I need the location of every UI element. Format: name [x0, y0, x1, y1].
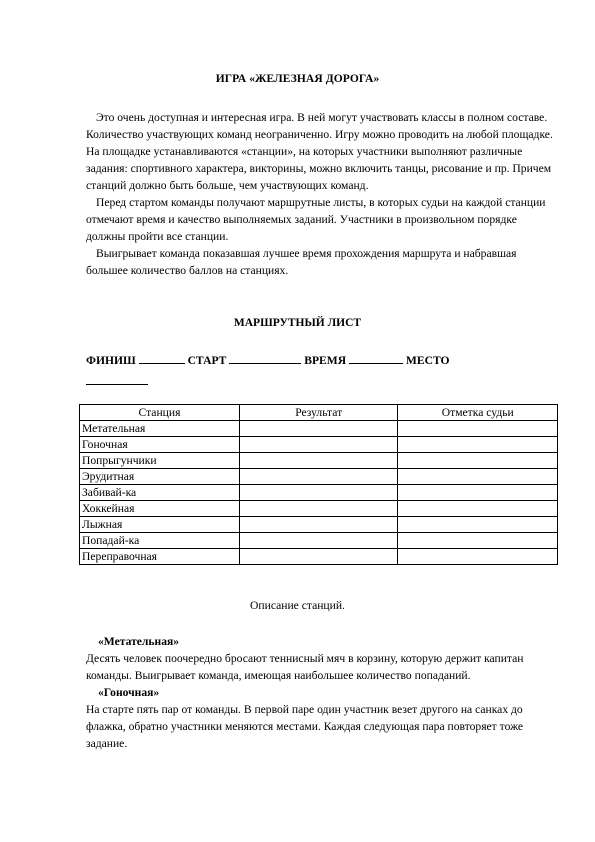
- judge-mark-cell: [398, 533, 558, 549]
- table-row: [80, 517, 558, 533]
- column-header-result: Результат: [239, 405, 398, 421]
- table-row: [80, 469, 558, 485]
- descriptions-title: Описание станций.: [250, 599, 345, 612]
- route-sheet-title: МАРШРУТНЫЙ ЛИСТ: [233, 317, 362, 329]
- table-row: [80, 485, 558, 501]
- table-row: [80, 501, 558, 517]
- result-cell: [239, 533, 398, 549]
- table-row: [80, 533, 558, 549]
- station-cell: Эрудитная: [80, 469, 240, 485]
- station-cell: Хоккейная: [80, 501, 240, 517]
- result-cell: [239, 469, 398, 485]
- judge-mark-cell: [398, 485, 558, 501]
- station-cell: Гоночная: [80, 437, 240, 453]
- column-header-judge-mark: Отметка судьи: [398, 405, 558, 421]
- station-cell: Попрыгунчики: [80, 453, 240, 469]
- table-row: [80, 453, 558, 469]
- judge-mark-cell: [398, 421, 558, 437]
- column-header-station: Станция: [80, 405, 240, 421]
- start-blank: [229, 352, 301, 364]
- route-sheet-fields: [86, 352, 556, 390]
- intro-text: [86, 109, 556, 279]
- table-header-row: [80, 405, 558, 421]
- result-cell: [239, 549, 398, 565]
- intro-paragraph: Перед стартом команды получают маршрутные листы, в которых судьи на каждой станции отмечают время и качество выполняемых заданий. Участники в произвольном порядке должны пройти все станции.: [86, 196, 546, 243]
- result-cell: [239, 453, 398, 469]
- intro-paragraph: Это очень доступная и интересная игра. В ней могут участвовать классы в полном составе. Количество участвующих команд неограниченно. Игру можно проводить на любой площадке. На площадке устанавливаются «станции», на которых участники выполняют различные задания: спортивного характера, викторины, можно включить танцы, рисование и пр. Причем станций должно быть больше, чем участвующих команд.: [86, 111, 553, 192]
- time-blank: [349, 352, 403, 364]
- intro-paragraph: Выигрывает команда показавшая лучшее время прохождения маршрута и набравшая большее количество баллов на станциях.: [86, 247, 517, 277]
- judge-mark-cell: [398, 469, 558, 485]
- place-label: МЕСТО: [405, 354, 450, 367]
- finish-blank: [139, 352, 185, 364]
- station-cell: Метательная: [80, 421, 240, 437]
- result-cell: [239, 421, 398, 437]
- table-row: [80, 549, 558, 565]
- station-description: Десять человек поочередно бросают теннисный мяч в корзину, которую держит капитан команды. Выигрывает команда, имеющая наибольшее количество попаданий.: [86, 652, 524, 682]
- result-cell: [239, 517, 398, 533]
- station-descriptions: [86, 633, 556, 752]
- table-row: [80, 421, 558, 437]
- table-row: [80, 437, 558, 453]
- judge-mark-cell: [398, 517, 558, 533]
- station-cell: Забивай-ка: [80, 485, 240, 501]
- result-cell: [239, 437, 398, 453]
- route-sheet-table: [79, 404, 558, 565]
- station-cell: Попадай-ка: [80, 533, 240, 549]
- result-cell: [239, 485, 398, 501]
- place-blank: [86, 373, 148, 385]
- judge-mark-cell: [398, 549, 558, 565]
- document-title: ИГРА «ЖЕЛЕЗНАЯ ДОРОГА»: [215, 73, 380, 85]
- station-description: На старте пять пар от команды. В первой паре один участник везет другого на санках до флажка, обратно участники меняются местами. Каждая следующая пара повторяет тоже задание.: [86, 703, 524, 750]
- judge-mark-cell: [398, 501, 558, 517]
- result-cell: [239, 501, 398, 517]
- judge-mark-cell: [398, 453, 558, 469]
- station-cell: Лыжная: [80, 517, 240, 533]
- time-label: ВРЕМЯ: [304, 354, 347, 367]
- finish-label: ФИНИШ: [86, 354, 136, 367]
- station-name: «Метательная»: [98, 635, 180, 648]
- start-label: СТАРТ: [187, 354, 227, 367]
- station-name: «Гоночная»: [98, 686, 160, 699]
- station-cell: Переправочная: [80, 549, 240, 565]
- judge-mark-cell: [398, 437, 558, 453]
